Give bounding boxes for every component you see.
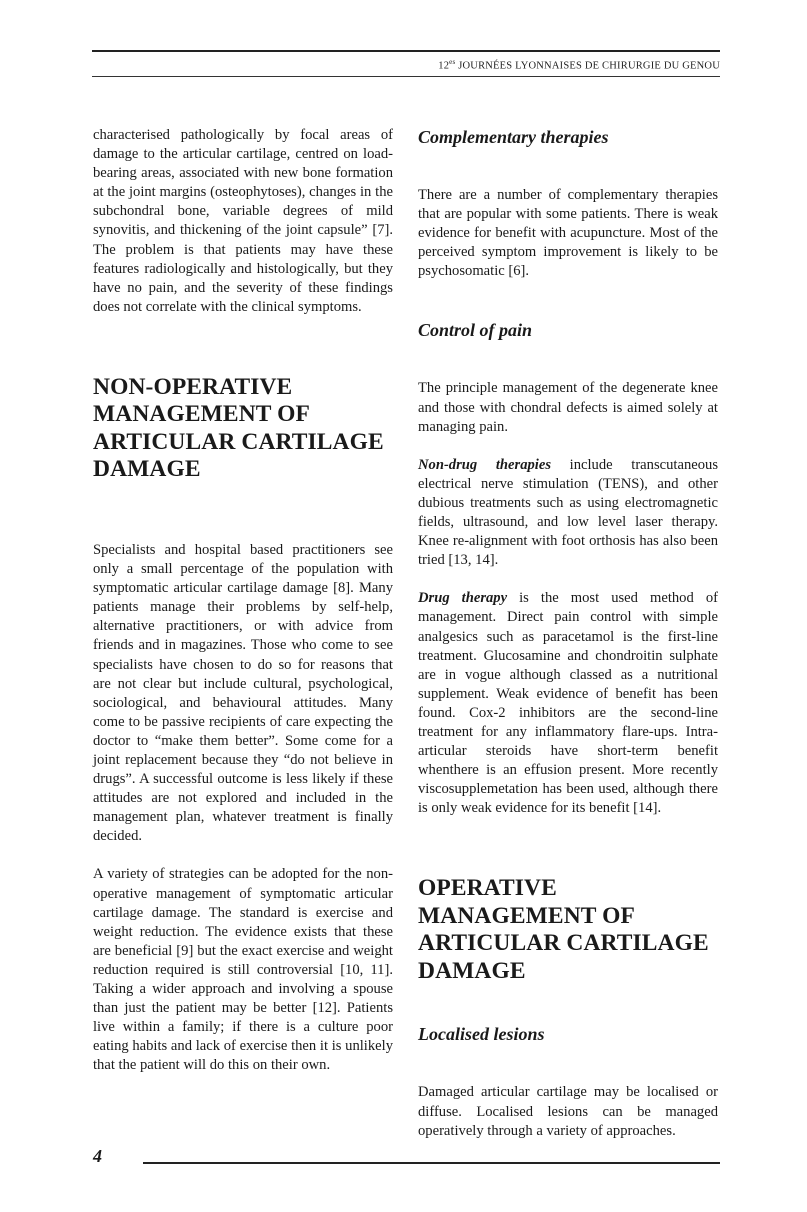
drug-therapy-lead: Drug therapy: [418, 590, 508, 607]
paragraph-specialists: Specialists and hospital based practitioners see only a small percentage of the population with symptomatic articular cartilage damage [8]. Many patients manage their problems by self-help, alternative practitioners, or with advice from friends and in magazines. Those who come to see specialists have chosen to do so for reasons that are not clear but include cultural, psychological, sociological, and behavioural attitudes. Many come to be passive recipients of care expecting the doctor to “make them better”. Some come for a joint replacement because they “do not believe in drugs”. A successful outcome is less likely if these attitudes are not explored and included in the management plan, whatever treatment is finally decided.: [93, 541, 393, 845]
paragraph-localised-lesions: Damaged articular cartilage may be localised or diffuse. Localised lesions can be managed operatively through a variety of approaches.: [418, 1084, 718, 1139]
running-header-ordinal: 12: [438, 60, 450, 72]
paragraph-complementary: There are a number of complementary therapies that are popular with some patients. There is weak evidence for benefit with acupuncture. Most of the perceived symptom improvement is likely to be psychosomatic [6].: [418, 187, 718, 280]
section-heading-operative: OPERATIVE MANAGEMENT OF ARTICULAR CARTILAGE DAMAGE: [418, 875, 709, 984]
left-column: [93, 126, 393, 1075]
paragraph-strategies: A variety of strategies can be adopted for the non-operative management of symptomatic articular cartilage damage. The standard is exercise and weight reduction. The evidence exists that these are beneficial [9] but the exact exercise and weight reduction required is still controversial [10, 11]. Taking a wider approach and involving a spouse than just the patient may be better [12]. Patients live within a family; if there is a culture poor eating habits and lack of exercise then it is unlikely that the patient will do this on their own.: [93, 866, 393, 1074]
drug-therapy-text: is the most used method of management. Direct pain control with simple analgesics such as paracetamol is the first-line treatment. Glucosamine and chondroitin sulphate are in vogue although classed as a nutritional supplement. Weak evidence of benefit has been found. Cox-2 inhibitors are the second-line treatment for any inflammatory flare-ups. Intra-articular steroids have short-term benefit whenthere is an effusion present. More recently viscosupplemetation has been used, although there is only weak evidence for its benefit [14].: [418, 590, 718, 817]
header-rule: [92, 76, 720, 77]
non-drug-text: include transcutaneous electrical nerve stimulation (TENS), and other dubious treatments such as using electromagnetic fields, ultrasound, and low level laser therapy. Knee re-alignment with foot orthosis has also been tried [13, 14].: [418, 456, 718, 569]
paragraph-control-of-pain: The principle management of the degenerate knee and those with chondral defects is aimed solely at managing pain.: [418, 380, 718, 435]
heading-control-of-pain: Control of pain: [418, 320, 533, 341]
right-column: [418, 126, 718, 1141]
non-drug-lead: Non-drug therapies: [418, 456, 551, 473]
section-heading-non-operative: NON-OPERATIVE MANAGEMENT OF ARTICULAR CARTILAGE DAMAGE: [93, 373, 384, 483]
running-header: [438, 58, 720, 72]
heading-complementary-therapies: Complementary therapies: [418, 127, 609, 147]
top-rule: [92, 50, 720, 52]
running-header-ordinal-suffix: es: [449, 58, 456, 66]
page-number: 4: [93, 1146, 102, 1166]
paragraph-drug-therapy: [418, 589, 718, 818]
intro-paragraph: characterised pathologically by focal areas of damage to the articular cartilage, centred on load-bearing areas, associated with new bone formation at the joint margins (osteophytoses), changes in the subchondral bone, variable degrees of mild synovitis, and thickening of the joint capsule” [7]. The problem is that patients may have these features radiologically and histologically, but they have no pain, and the severity of these findings does not correlate with the clinical symptoms.: [93, 127, 393, 315]
running-header-title: JOURNÉES LYONNAISES DE CHIRURGIE DU GENOU: [458, 60, 720, 72]
paragraph-non-drug-therapies: [418, 456, 718, 571]
bottom-rule: [143, 1162, 720, 1164]
heading-localised-lesions: Localised lesions: [418, 1024, 545, 1045]
